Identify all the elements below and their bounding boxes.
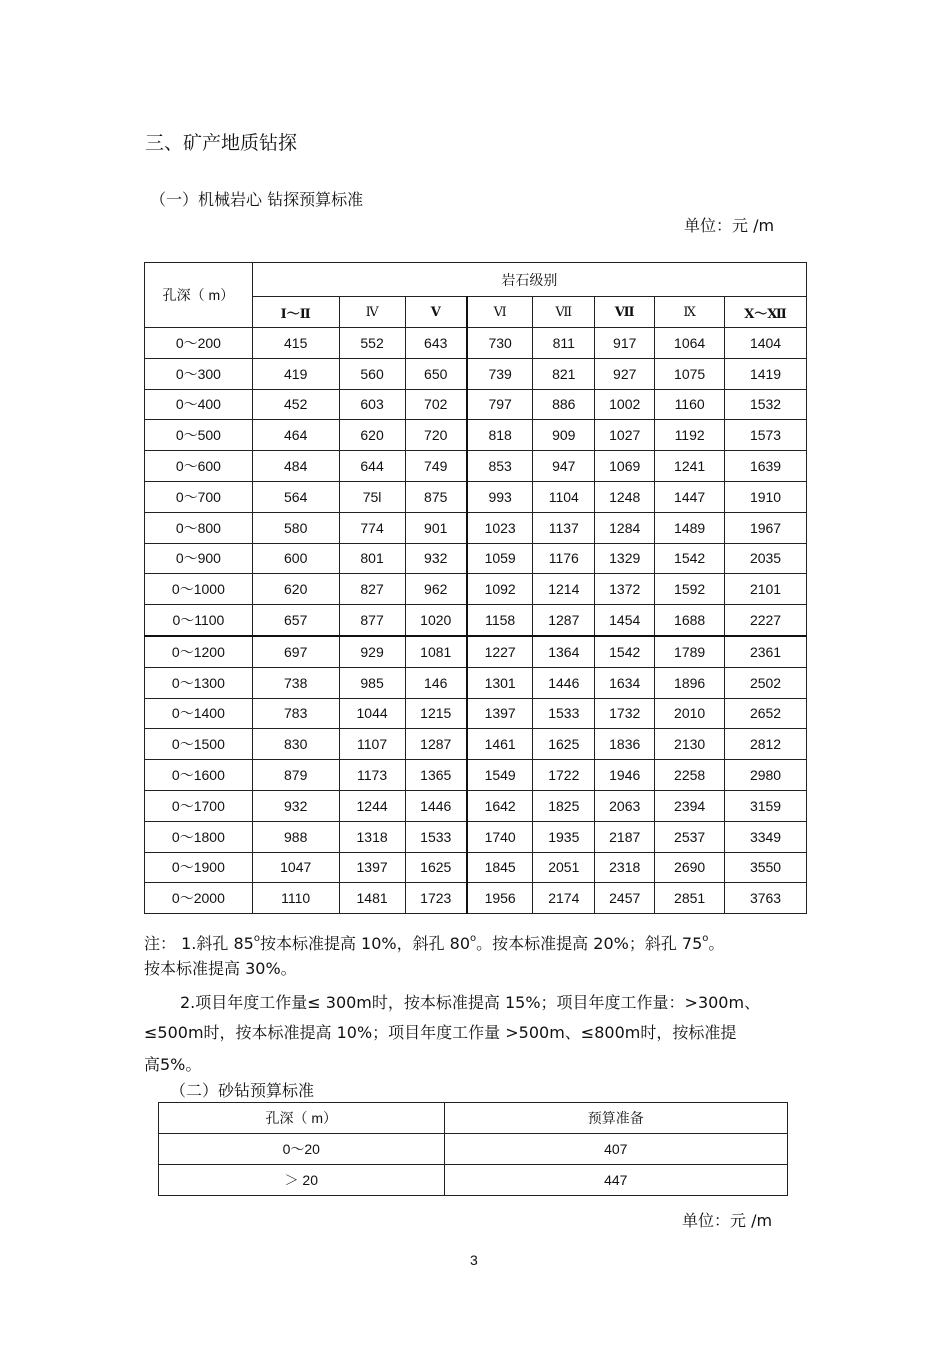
price-cell: 1069 [595,451,655,482]
unit-label: 单位：元 /m [684,216,775,235]
price-cell: 2101 [725,574,807,605]
note-text: 。 [708,934,725,953]
price-cell: 818 [467,420,533,451]
price-cell: 1284 [595,512,655,543]
price-cell: 1549 [467,760,533,791]
depth-cell: 0～500 [145,420,253,451]
price-cell: 1397 [467,698,533,729]
price-cell: 564 [252,481,339,512]
price-cell: 1075 [655,358,725,389]
price-cell: 1639 [725,451,807,482]
depth-cell: 0～300 [145,358,253,389]
price-cell: 730 [467,328,533,359]
column-header: Ⅶ [533,297,595,328]
price-cell: 552 [339,328,405,359]
price-cell: 2227 [725,605,807,636]
price-cell: 146 [405,667,467,698]
budget-header: 预算准备 [444,1103,787,1134]
depth-cell: 0～1500 [145,729,253,760]
price-cell: 2174 [533,883,595,914]
price-cell: 1625 [405,852,467,883]
subsection-title-sand-drilling: （二）砂钻预算标准 [170,1081,315,1100]
table-row [145,821,807,852]
subsection-title-core-drilling: （一）机械岩心 钻探预算标准 [150,190,364,209]
price-cell: 1364 [533,636,595,667]
price-cell: 2980 [725,760,807,791]
price-cell: 2457 [595,883,655,914]
table-row [145,358,807,389]
table-cell: ＞ 20 [159,1165,445,1196]
price-cell: 1419 [725,358,807,389]
price-cell: 603 [339,389,405,420]
price-cell: 2010 [655,698,725,729]
price-cell: 2318 [595,852,655,883]
price-cell: 2812 [725,729,807,760]
price-cell: 1023 [467,512,533,543]
price-cell: 2035 [725,543,807,574]
price-cell: 1173 [339,760,405,791]
column-header: Ⅰ～Ⅱ [252,297,339,328]
table-row [145,636,807,667]
price-cell: 1248 [595,481,655,512]
price-cell: 1967 [725,512,807,543]
price-cell: 1825 [533,790,595,821]
price-cell: 464 [252,420,339,451]
price-cell: 1158 [467,605,533,636]
price-cell: 917 [595,328,655,359]
price-cell: 1110 [252,883,339,914]
price-cell: 853 [467,451,533,482]
table-row [145,420,807,451]
price-cell: 1318 [339,821,405,852]
price-cell: 1625 [533,729,595,760]
depth-cell: 0～1100 [145,605,253,636]
column-header: Ⅴ [405,297,467,328]
price-cell: 1192 [655,420,725,451]
table-row [145,389,807,420]
price-cell: 1107 [339,729,405,760]
price-cell: 2361 [725,636,807,667]
price-cell: 1059 [467,543,533,574]
table-row [145,698,807,729]
sand-drilling-budget-table [158,1102,788,1196]
table-row [145,574,807,605]
price-cell: 1287 [405,729,467,760]
depth-cell: 0～900 [145,543,253,574]
price-cell: 1740 [467,821,533,852]
price-cell: 886 [533,389,595,420]
table-row [145,451,807,482]
note-text: 注： 1.斜孔 85 [144,934,254,953]
note-2-line-1: 2.项目年度工作量≤ 300m时，按本标准提高 15%；项目年度工作量：>300m、 [180,993,761,1012]
price-cell: 1845 [467,852,533,883]
table-row [145,512,807,543]
price-cell: 1542 [595,636,655,667]
price-cell: 1214 [533,574,595,605]
price-cell: 3159 [725,790,807,821]
price-cell: 2537 [655,821,725,852]
price-cell: 2051 [533,852,595,883]
price-cell: 1935 [533,821,595,852]
depth-cell: 0～2000 [145,883,253,914]
price-cell: 1160 [655,389,725,420]
table-row [145,760,807,791]
price-cell: 877 [339,605,405,636]
price-cell: 1542 [655,543,725,574]
section-title: 三、矿产地质钻探 [145,132,298,154]
price-cell: 600 [252,543,339,574]
price-cell: 2851 [655,883,725,914]
rock-grade-header: 岩石级别 [252,263,806,297]
price-cell: 697 [252,636,339,667]
price-cell: 1044 [339,698,405,729]
price-cell: 927 [595,358,655,389]
depth-cell: 0～1200 [145,636,253,667]
depth-cell: 0～1600 [145,760,253,791]
price-cell: 3349 [725,821,807,852]
price-cell: 774 [339,512,405,543]
price-cell: 1137 [533,512,595,543]
price-cell: 985 [339,667,405,698]
price-cell: 801 [339,543,405,574]
price-cell: 909 [533,420,595,451]
price-cell: 830 [252,729,339,760]
price-cell: 1365 [405,760,467,791]
price-cell: 1397 [339,852,405,883]
price-cell: 1081 [405,636,467,667]
price-cell: 560 [339,358,405,389]
price-cell: 2652 [725,698,807,729]
price-cell: 620 [252,574,339,605]
column-header: Ⅹ～Ⅻ [725,297,807,328]
price-cell: 811 [533,328,595,359]
price-cell: 2187 [595,821,655,852]
column-header: Ⅳ [339,297,405,328]
table-row [145,667,807,698]
table-cell: 0～20 [159,1134,445,1165]
price-cell: 1836 [595,729,655,760]
price-cell: 2130 [655,729,725,760]
price-cell: 2690 [655,852,725,883]
price-cell: 1244 [339,790,405,821]
price-cell: 1446 [533,667,595,698]
price-cell: 929 [339,636,405,667]
price-cell: 1027 [595,420,655,451]
price-cell: 1329 [595,543,655,574]
core-drilling-budget-table [144,262,807,914]
price-cell: 75l [339,481,405,512]
note-text: 按本标准提高 10%，斜孔 80 [259,934,471,953]
price-cell: 2063 [595,790,655,821]
price-cell: 419 [252,358,339,389]
depth-cell: 0～400 [145,389,253,420]
price-cell: 1634 [595,667,655,698]
price-cell: 1454 [595,605,655,636]
price-cell: 1287 [533,605,595,636]
price-cell: 1176 [533,543,595,574]
note-text: 。按本标准提高 20%；斜孔 75 [476,934,703,953]
degree-mark: o [702,933,709,944]
table-cell: 407 [444,1134,787,1165]
price-cell: 739 [467,358,533,389]
depth-cell: 0～1000 [145,574,253,605]
price-cell: 644 [339,451,405,482]
price-cell: 657 [252,605,339,636]
price-cell: 1533 [405,821,467,852]
depth-cell: 0～600 [145,451,253,482]
price-cell: 1688 [655,605,725,636]
price-cell: 1446 [405,790,467,821]
price-cell: 947 [533,451,595,482]
price-cell: 1592 [655,574,725,605]
column-header: Ⅵ [467,297,533,328]
price-cell: 1301 [467,667,533,698]
price-cell: 1956 [467,883,533,914]
price-cell: 1896 [655,667,725,698]
price-cell: 1532 [725,389,807,420]
price-cell: 2394 [655,790,725,821]
depth-cell: 0～700 [145,481,253,512]
price-cell: 452 [252,389,339,420]
price-cell: 1723 [405,883,467,914]
price-cell: 1489 [655,512,725,543]
depth-cell: 0～1900 [145,852,253,883]
price-cell: 932 [252,790,339,821]
price-cell: 1092 [467,574,533,605]
depth-header: 孔深（ m） [145,263,253,328]
depth-header: 孔深（ m） [159,1103,445,1134]
depth-cell: 0～1800 [145,821,253,852]
table-row [145,852,807,883]
price-cell: 1002 [595,389,655,420]
table-row [145,605,807,636]
price-cell: 643 [405,328,467,359]
price-cell: 1241 [655,451,725,482]
price-cell: 1020 [405,605,467,636]
price-cell: 650 [405,358,467,389]
table-row [145,328,807,359]
column-header: Ⅶ [595,297,655,328]
price-cell: 415 [252,328,339,359]
price-cell: 749 [405,451,467,482]
price-cell: 797 [467,389,533,420]
price-cell: 720 [405,420,467,451]
price-cell: 1946 [595,760,655,791]
price-cell: 901 [405,512,467,543]
price-cell: 1064 [655,328,725,359]
table-body [145,328,807,914]
table-row [145,729,807,760]
depth-cell: 0～800 [145,512,253,543]
price-cell: 1910 [725,481,807,512]
price-cell: 993 [467,481,533,512]
price-cell: 1047 [252,852,339,883]
price-cell: 580 [252,512,339,543]
depth-cell: 0～1300 [145,667,253,698]
price-cell: 988 [252,821,339,852]
price-cell: 875 [405,481,467,512]
degree-mark: o [253,933,260,944]
price-cell: 879 [252,760,339,791]
price-cell: 1372 [595,574,655,605]
column-header: Ⅸ [655,297,725,328]
table-cell: 447 [444,1165,787,1196]
price-cell: 821 [533,358,595,389]
price-cell: 484 [252,451,339,482]
price-cell: 1104 [533,481,595,512]
price-cell: 1447 [655,481,725,512]
price-cell: 962 [405,574,467,605]
table-row [145,543,807,574]
note-2-line-2: ≤500m时，按本标准提高 10%；项目年度工作量 >500m、≤800m时，按标准提 [144,1023,737,1042]
price-cell: 1789 [655,636,725,667]
price-cell: 932 [405,543,467,574]
note-1-line-2: 按本标准提高 30%。 [144,959,297,978]
price-cell: 1722 [533,760,595,791]
price-cell: 1642 [467,790,533,821]
price-cell: 1215 [405,698,467,729]
table-row [145,883,807,914]
price-cell: 783 [252,698,339,729]
page-number: 3 [470,1252,478,1268]
price-cell: 1227 [467,636,533,667]
degree-mark: o [470,933,477,944]
price-cell: 1573 [725,420,807,451]
depth-cell: 0～1700 [145,790,253,821]
note-2-line-3: 高5%。 [144,1055,202,1074]
depth-cell: 0～200 [145,328,253,359]
price-cell: 620 [339,420,405,451]
table-row [145,790,807,821]
price-cell: 3763 [725,883,807,914]
price-cell: 3550 [725,852,807,883]
price-cell: 2502 [725,667,807,698]
depth-cell: 0～1400 [145,698,253,729]
price-cell: 1404 [725,328,807,359]
price-cell: 1732 [595,698,655,729]
price-cell: 2258 [655,760,725,791]
table-row [145,481,807,512]
price-cell: 827 [339,574,405,605]
price-cell: 702 [405,389,467,420]
price-cell: 738 [252,667,339,698]
price-cell: 1533 [533,698,595,729]
price-cell: 1461 [467,729,533,760]
price-cell: 1481 [339,883,405,914]
unit-label: 单位：元 /m [682,1211,773,1230]
